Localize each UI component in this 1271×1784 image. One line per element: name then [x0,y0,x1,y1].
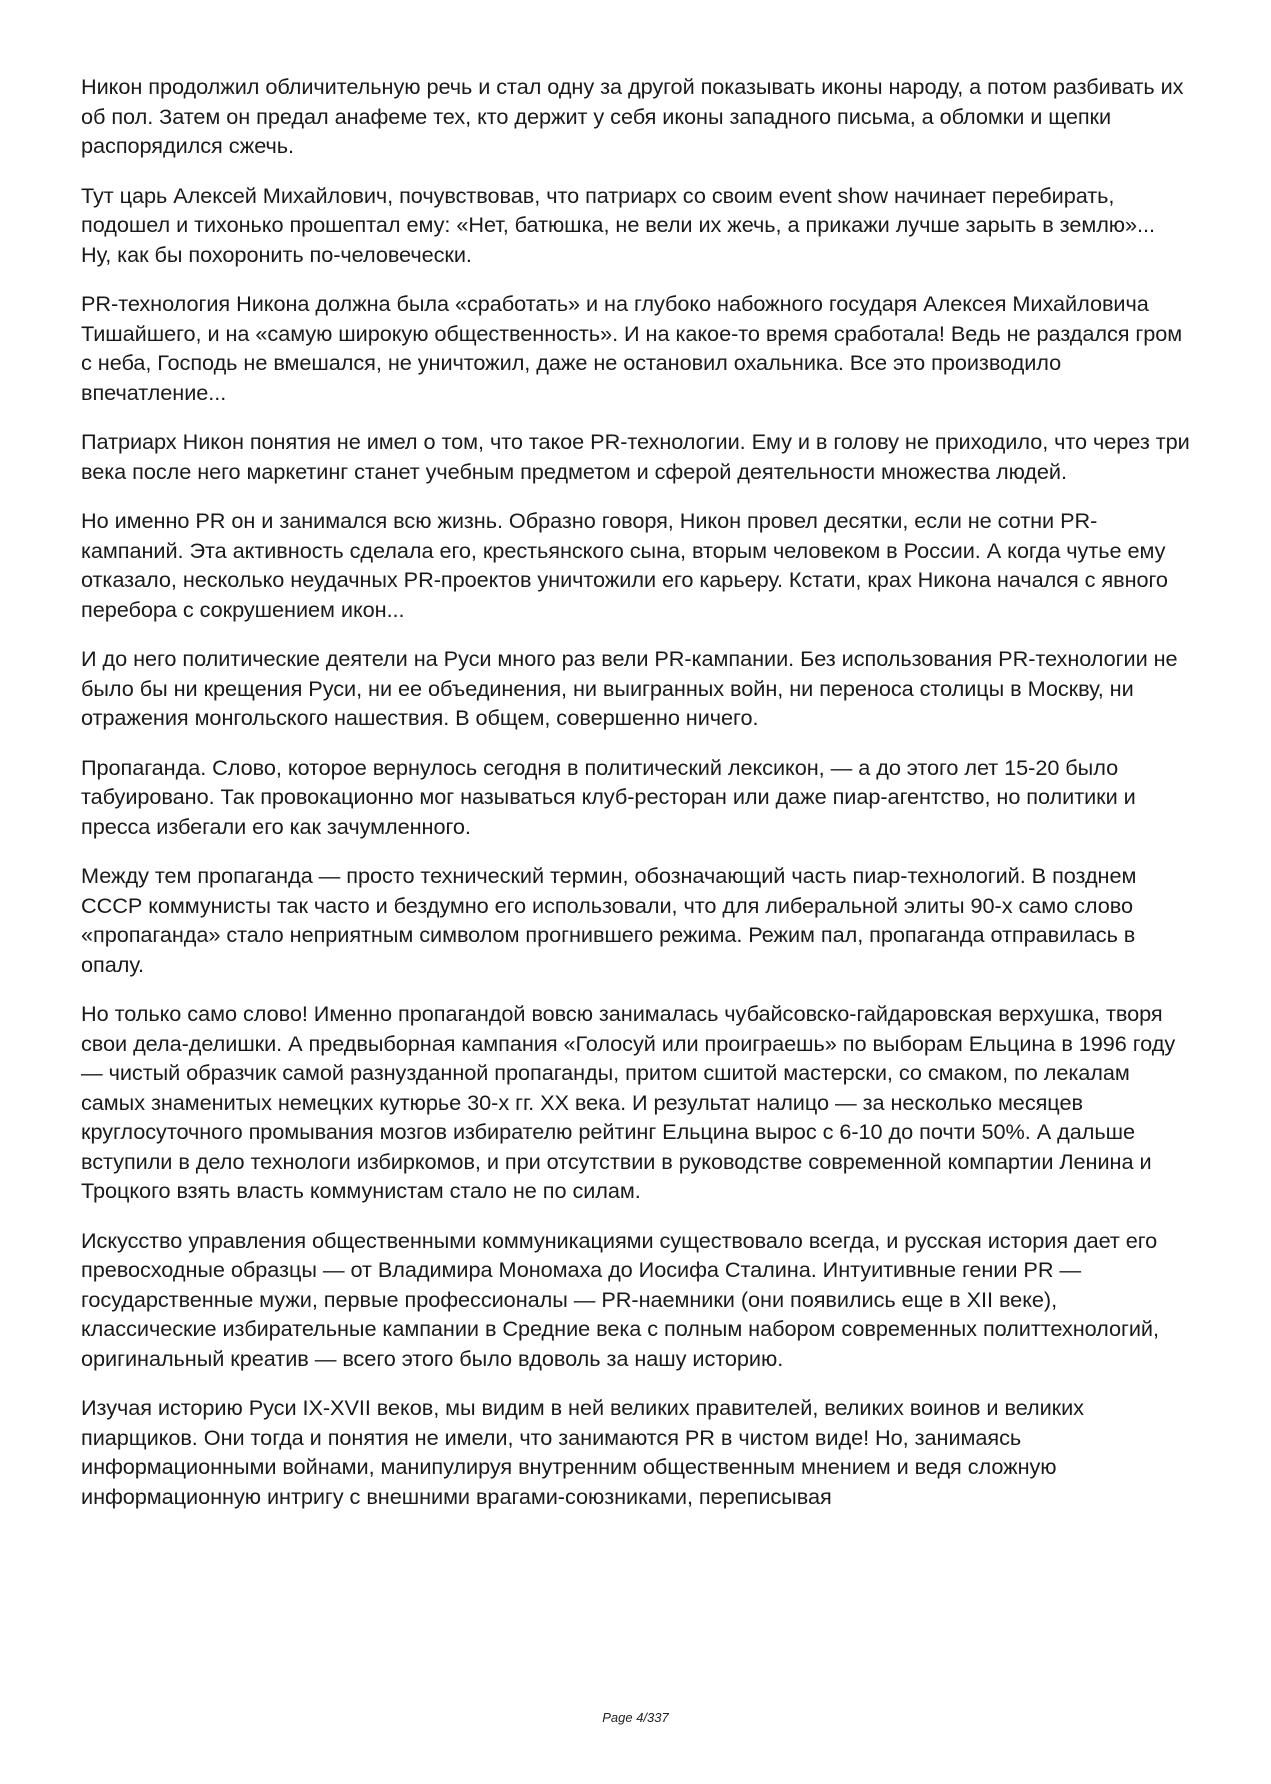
paragraph: Тут царь Алексей Михайлович, почувствовав, что патриарх со своим event show начинает перебирать, подошел и тихонько прошептал ему: «Нет, батюшка, не вели их жечь, а прикажи лучше зарыть в землю»... Ну, как бы похоронить по-человечески. [81,182,1155,267]
paragraph: Между тем пропаганда — просто технический термин, обозначающий часть пиар-технологий. В позднем СССР коммунисты так часто и бездумно его использовали, что для либеральной элиты 90-х само слово «пропаганда» стало неприятным символом прогнившего режима. Режим пал, пропаганда отправилась в опалу. [81,863,1137,977]
paragraph: Но именно PR он и занимался всю жизнь. Образно говоря, Никон провел десятки, если не сотни PR-кампаний. Эта активность сделала его, крестьянского сына, вторым человеком в России. А когда чутье ему отказало, несколько неудачных PR-проектов уничтожили его карьеру. Кстати, крах Никона начался с явного перебора с сокрушением икон... [81,508,1168,622]
paragraph: И до него политические деятели на Руси много раз вели PR-кампании. Без использования PR-технологии не было бы ни крещения Руси, ни ее объединения, ни выигранных войн, ни переноса столицы в Москву, ни отражения монгольского нашествия. В общем, совершенно ничего. [81,646,1178,730]
page-number: Page 4/337 [602,1710,669,1725]
paragraph: Изучая историю Руси IX-XVII веков, мы видим в ней великих правителей, великих воинов и великих пиарщиков. Они тогда и понятия не имели, что занимаются PR в чистом виде! Но, занимаясь информационными войнами, манипулируя внутренним общественным мнением и ведя сложную информационную интригу с внешними врагами-союзниками, переписывая [81,1395,1084,1509]
paragraph: Пропаганда. Слово, которое вернулось сегодня в политический лексикон, — а до этого лет 15-20 было табуировано. Так провокационно мог называться клуб-ресторан или даже пиар-агентство, но политики и пресса избегали его как зачумленного. [81,754,1136,839]
paragraph: Но только само слово! Именно пропагандой вовсю занималась чубайсовско-гайдаровская верхушка, творя свои дела-делишки. А предвыборная кампания «Голосуй или проиграешь» по выборам Ельцина в 1996 году — чистый образчик самой разнузданной пропаганды, притом сшитой мастерски, со смаком, по лекалам самых знаменитых немецких кутюрье 30-х гг. XX века. И результат налицо — за несколько месяцев круглосуточного промывания мозгов избирателю рейтинг Ельцина вырос с 6-10 до почти 50%. А дальше вступили в дело технологи избиркомов, и при отсутствии в руководстве современной компартии Ленина и Троцкого взять власть коммунистам стало не по силам. [81,1001,1176,1203]
paragraph: Никон продолжил обличительную речь и стал одну за другой показывать иконы народу, а потом разбивать их об пол. Затем он предал анафеме тех, кто держит у себя иконы западного письма, а обломки и щепки распорядился сжечь. [81,74,1184,158]
paragraph: Патриарх Никон понятия не имел о том, что такое PR-технологии. Ему и в голову не приходило, что через три века после него маркетинг станет учебным предметом и сферой деятельности множества людей. [81,429,1190,484]
paragraph: Искусство управления общественными коммуникациями существовало всегда, и русская история дает его превосходные образцы — от Владимира Мономаха до Иосифа Сталина. Интуитивные гении PR — государственные мужи, первые профессионалы — PR-наемники (они появились еще в XII веке), классические избирательные кампании в Средние века с полным набором современных политтехнологий, оригинальный креатив — всего этого было вдоволь за нашу историю. [81,1227,1159,1371]
page-body [81,72,1191,1531]
paragraph: PR-технология Никона должна была «сработать» и на глубоко набожного государя Алексея Михайловича Тишайшего, и на «самую широкую общественность». И на какое-то время сработала! Ведь не раздался гром с неба, Господь не вмешался, не уничтожил, даже не остановил охальника. Все это производило впечатление... [81,291,1183,405]
